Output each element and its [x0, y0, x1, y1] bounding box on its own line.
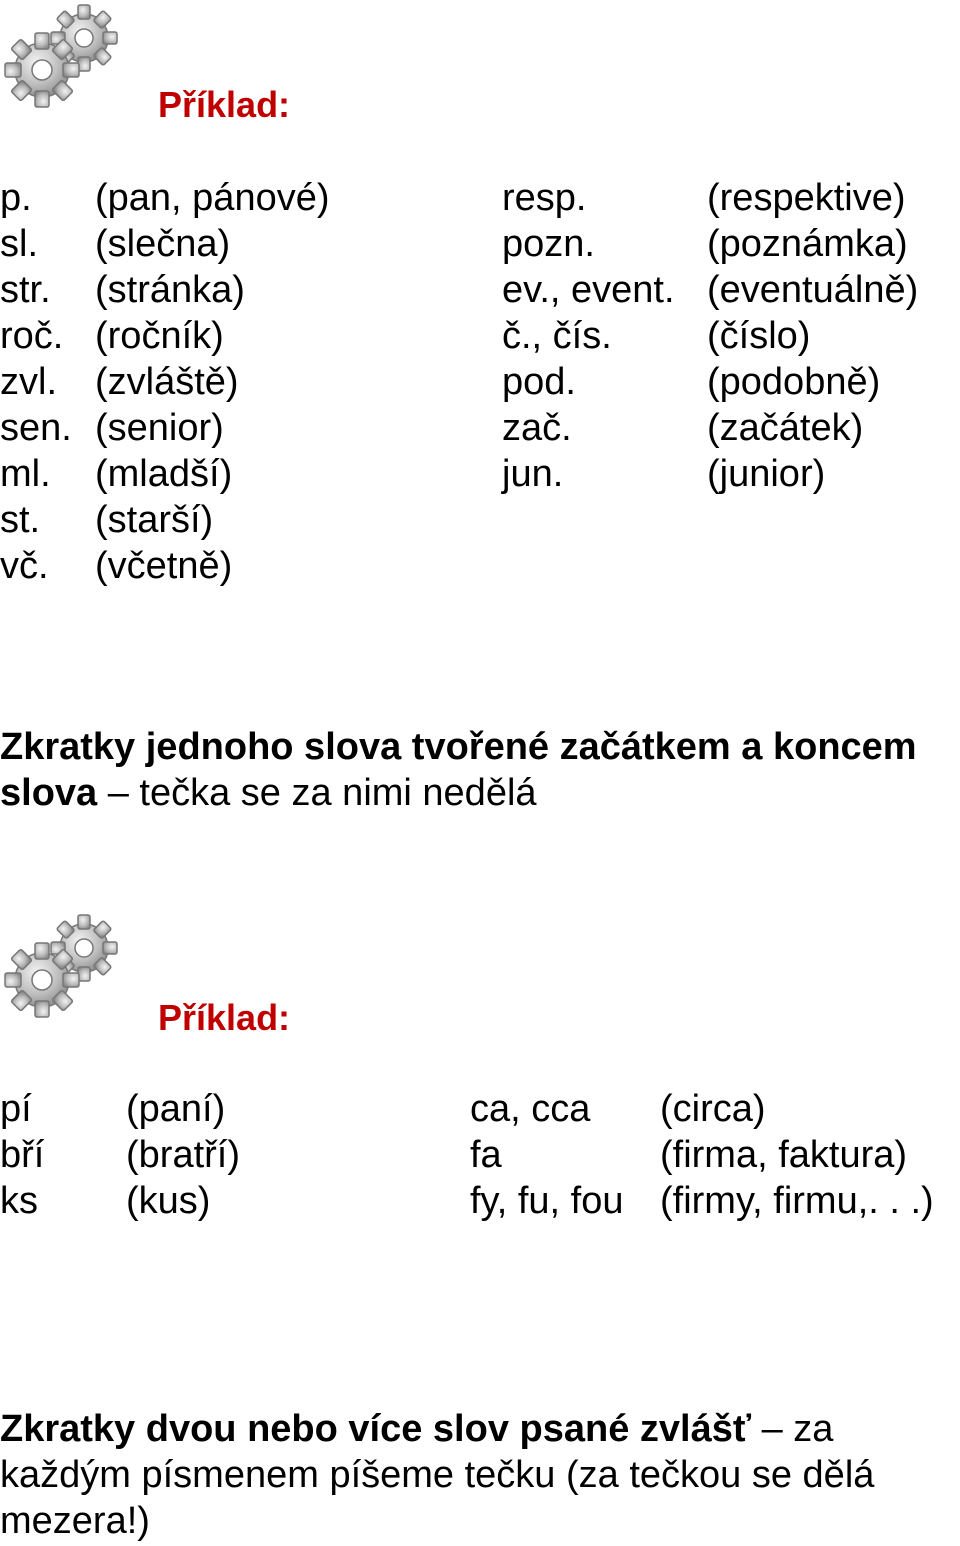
list-item	[0, 1178, 240, 1224]
abbreviation-meaning: (bratří)	[126, 1134, 240, 1176]
list-item	[502, 267, 918, 313]
example-label: Příklad:	[158, 84, 291, 125]
abbreviation-meaning: (stránka)	[95, 269, 245, 311]
abbreviation: ml.	[0, 453, 51, 495]
abbreviation-meaning: (pan, pánové)	[95, 177, 330, 219]
list-item	[502, 359, 918, 405]
heading-text: – tečka se za nimi nedělá	[97, 772, 537, 814]
abbreviation-meaning: (eventuálně)	[707, 269, 919, 311]
abbreviation-list-right	[470, 1086, 934, 1224]
abbreviation-meaning: (respektive)	[707, 177, 906, 219]
abbreviation: p.	[0, 177, 32, 219]
list-item	[470, 1178, 934, 1224]
abbreviation: pozn.	[502, 223, 595, 265]
abbreviation-meaning: (číslo)	[707, 315, 811, 357]
gears-icon	[4, 2, 120, 110]
heading-bold-text: Zkratky dvou nebo více slov psané zvlášť	[0, 1408, 752, 1450]
list-item	[0, 451, 330, 497]
heading-text: – za každým písmenem píšeme tečku (za tečkou se dělá mezera!)	[0, 1408, 875, 1542]
list-item	[502, 313, 918, 359]
list-item	[0, 175, 330, 221]
abbreviation: ks	[0, 1180, 38, 1222]
list-item	[470, 1086, 934, 1132]
gears-icon	[4, 912, 120, 1020]
list-item	[470, 1132, 934, 1178]
list-item	[0, 1086, 240, 1132]
abbreviation-meaning: (slečna)	[95, 223, 231, 265]
abbreviation-meaning: (zvláště)	[95, 361, 239, 403]
list-item	[0, 359, 330, 405]
abbreviation: pod.	[502, 361, 576, 403]
list-item	[0, 267, 330, 313]
abbreviation-meaning: (podobně)	[707, 361, 881, 403]
abbreviation-list-right	[502, 175, 918, 497]
abbreviation-meaning: (starší)	[95, 499, 214, 541]
list-item	[502, 405, 918, 451]
abbreviation: fy, fu, fou	[470, 1180, 624, 1222]
abbreviation-meaning: (firmy, firmu,. . .)	[660, 1180, 934, 1222]
list-item	[0, 543, 330, 589]
abbreviation: bří	[0, 1134, 45, 1176]
list-item	[0, 497, 330, 543]
list-item	[0, 221, 330, 267]
abbreviation-list-left	[0, 1086, 240, 1224]
abbreviation-meaning: (mladší)	[95, 453, 233, 495]
abbreviation: zač.	[502, 407, 572, 449]
list-item	[502, 221, 918, 267]
abbreviation: vč.	[0, 545, 49, 587]
abbreviation-list-left	[0, 175, 330, 589]
abbreviation: sl.	[0, 223, 38, 265]
abbreviation: jun.	[502, 453, 564, 495]
abbreviation-meaning: (začátek)	[707, 407, 864, 449]
list-item	[0, 313, 330, 359]
list-item	[0, 405, 330, 451]
list-item	[0, 1132, 240, 1178]
abbreviation-meaning: (kus)	[126, 1180, 211, 1222]
section-heading	[0, 724, 960, 816]
abbreviation: fa	[470, 1134, 502, 1176]
abbreviation: resp.	[502, 177, 587, 219]
abbreviation: ev., event.	[502, 269, 675, 311]
abbreviation-meaning: (poznámka)	[707, 223, 908, 265]
abbreviation: st.	[0, 499, 41, 541]
list-item	[502, 451, 918, 497]
abbreviation: sen.	[0, 407, 72, 449]
abbreviation-meaning: (včetně)	[95, 545, 233, 587]
abbreviation: ca, cca	[470, 1088, 591, 1130]
abbreviation-meaning: (senior)	[95, 407, 224, 449]
list-item	[502, 175, 918, 221]
abbreviation: str.	[0, 269, 51, 311]
example-label: Příklad:	[158, 997, 291, 1038]
heading-bold-text: Zkratky jednoho slova tvořené začátkem a koncem slova	[0, 726, 917, 814]
abbreviation: roč.	[0, 315, 64, 357]
abbreviation: č., čís.	[502, 315, 612, 357]
abbreviation: pí	[0, 1088, 32, 1130]
abbreviation-meaning: (paní)	[126, 1088, 226, 1130]
abbreviation-meaning: (firma, faktura)	[660, 1134, 908, 1176]
abbreviation: zvl.	[0, 361, 57, 403]
abbreviation-meaning: (junior)	[707, 453, 826, 495]
abbreviation-meaning: (circa)	[660, 1088, 766, 1130]
section-heading	[0, 1406, 960, 1544]
abbreviation-meaning: (ročník)	[95, 315, 224, 357]
